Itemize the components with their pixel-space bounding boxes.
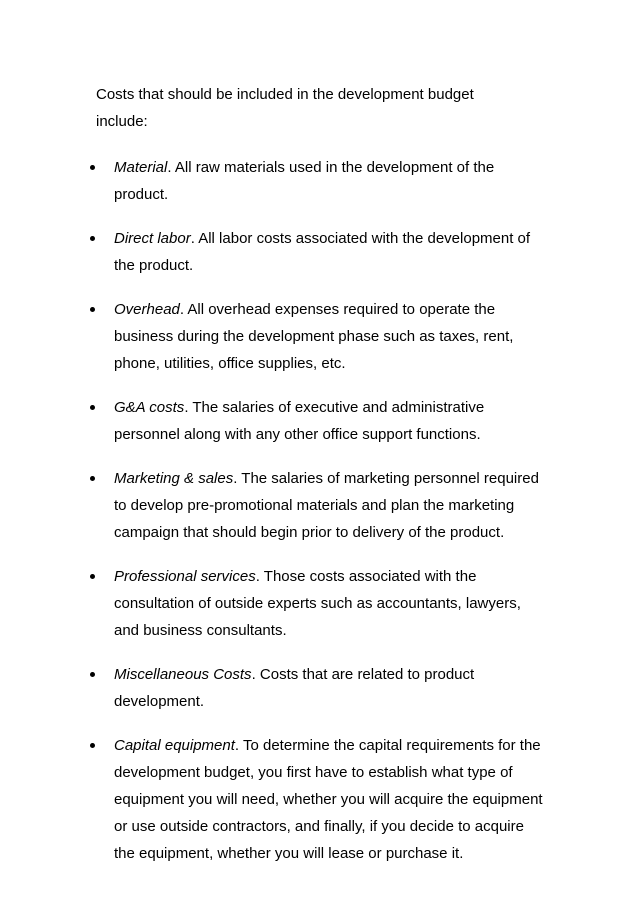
bullet-icon [90,307,95,312]
bullet-icon [90,165,95,170]
list-item-professional-services [96,563,546,644]
item-term: Marketing & sales [114,470,234,487]
list-item-direct-labor [96,225,546,279]
bullet-icon [90,405,95,410]
intro-paragraph: Costs that should be included in the development budget include: [96,86,474,130]
item-text: . To determine the capital requirements for the development budget, you first have to establish what type of equipment you will need, whether you will acquire the equipment or use outside contractors, and finally, if you decide to acquire the equipment, whether you will lease or purchase it. [114,737,543,862]
list-item-capital-equipment [96,732,546,867]
item-term: Capital equipment [114,737,235,754]
list-item-overhead [96,296,546,377]
list-item-ga-costs [96,394,546,448]
item-text: . The salaries of marketing personnel required to develop pre-promotional materials and plan the marketing campaign that should begin prior to delivery of the product. [114,470,539,541]
bullet-icon [90,236,95,241]
item-term: G&A costs [114,399,185,416]
list-item-material [96,154,546,208]
bullet-icon [90,574,95,579]
item-term: Miscellaneous Costs [114,666,252,683]
item-text: . The salaries of executive and administrative personnel along with any other office support functions. [114,399,485,443]
list-item-miscellaneous-costs [96,661,546,715]
bullet-icon [90,476,95,481]
item-text: . All raw materials used in the development of the product. [114,159,495,203]
item-text: . Those costs associated with the consultation of outside experts such as accountants, lawyers, and business consultants. [114,568,521,639]
item-text: . All overhead expenses required to operate the business during the development phase such as taxes, rent, phone, utilities, office supplies, etc. [114,301,514,372]
item-term: Direct labor [114,230,191,247]
bullet-icon [90,743,95,748]
item-text: . Costs that are related to product development. [114,666,475,710]
item-text: . All labor costs associated with the development of the product. [114,230,531,274]
list-item-marketing-sales [96,465,546,546]
item-term: Material [114,159,168,176]
bullet-icon [90,672,95,677]
item-term: Professional services [114,568,256,585]
item-term: Overhead [114,301,180,318]
cost-list [96,154,558,867]
